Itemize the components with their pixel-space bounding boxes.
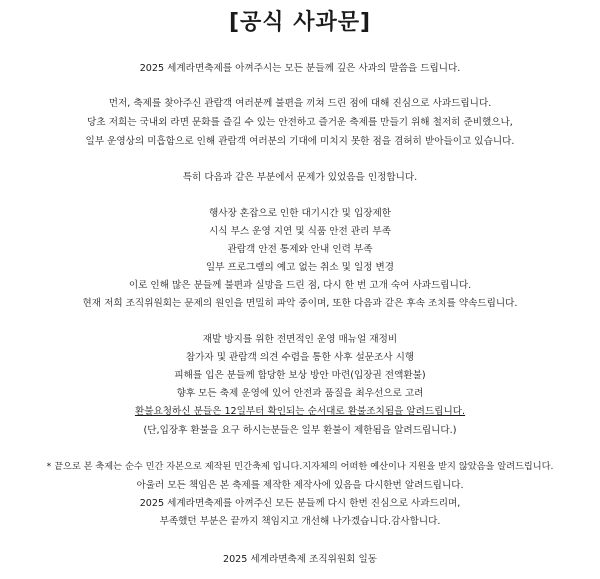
greeting-line: 2025 세계라면축제를 아껴주시는 모든 분들께 깊은 사과의 말씀을 드립니다. <box>139 63 461 74</box>
commitment-line: 현재 저희 조직위원회는 문제의 원인을 면밀히 파악 중이며, 또한 다음과 같은 후속 조치를 약속드립니다. <box>82 298 518 309</box>
issue-item: 일부 프로그램의 예고 없는 취소 및 일정 변경 <box>205 262 395 273</box>
intro-line: 먼저, 축제를 찾아주신 관람객 여러분께 불편을 끼쳐 드린 점에 대해 진심으로 사과드립니다. <box>108 98 492 109</box>
measure-item: 참가자 및 관람객 의견 수렴을 통한 사후 설문조사 시행 <box>185 352 415 363</box>
measure-item: 재발 방지를 위한 전면적인 운영 매뉴얼 재정비 <box>202 334 398 345</box>
closing-line: 부족했던 부분은 끝까지 책임지고 개선해 나가겠습니다.감사합니다. <box>159 516 441 527</box>
refund-notice: 환불요청하신 분들은 12일부터 확인되는 순서대로 환불조치됨을 알려드립니다. <box>134 406 466 417</box>
closing-line: 아울러 모든 책임은 본 축제를 제작한 제작사에 있음을 다시한번 알려드립니다. <box>136 480 464 491</box>
issue-item: 시식 부스 운영 지연 및 식품 안전 관리 부족 <box>209 226 391 237</box>
issues-apology-line: 이로 인해 많은 분들께 불편과 실망을 드린 점, 다시 한 번 고개 숙여 사과드립니다. <box>128 280 472 291</box>
measure-item: 피해를 입은 분들께 합당한 보상 방안 마련(입장권 전액환불) <box>174 370 426 381</box>
intro-line: 당초 저희는 국내외 라면 문화를 즐길 수 있는 안전하고 즐거운 축제를 만들기 위해 철저히 준비했으나, <box>87 117 513 128</box>
refund-note: (단,입장후 환불을 요구 하시는분들은 일부 환불이 제한됨을 알려드립니다.) <box>143 425 457 436</box>
measure-item: 향후 모든 축제 운영에 있어 안전과 품질을 최우선으로 고려 <box>176 388 424 399</box>
issue-item: 관람객 안전 통제와 안내 인력 부족 <box>227 244 373 255</box>
signature: 2025 세계라면축제 조직위원회 일동 <box>222 554 378 565</box>
closing-line: * 끝으로 본 축제는 순수 민간 자본으로 제작된 민간축제 입니다.지자체의 어떠한 예산이나 지원을 받지 않았음을 알려드립니다. <box>46 461 554 472</box>
acknowledge-line: 특히 다음과 같은 부분에서 문제가 있었음을 인정합니다. <box>182 172 418 183</box>
closing-line: 2025 세계라면축제를 아껴주신 모든 분들께 다시 한번 진심으로 사과드리며, <box>139 498 461 509</box>
intro-line: 일부 운영상의 미흡함으로 인해 관람객 여러분의 기대에 미치지 못한 점을 겸허히 받아들이고 있습니다. <box>85 136 515 147</box>
document-title: [공식 사과문] <box>228 10 372 35</box>
issue-item: 행사장 혼잡으로 인한 대기시간 및 입장제한 <box>208 208 392 219</box>
